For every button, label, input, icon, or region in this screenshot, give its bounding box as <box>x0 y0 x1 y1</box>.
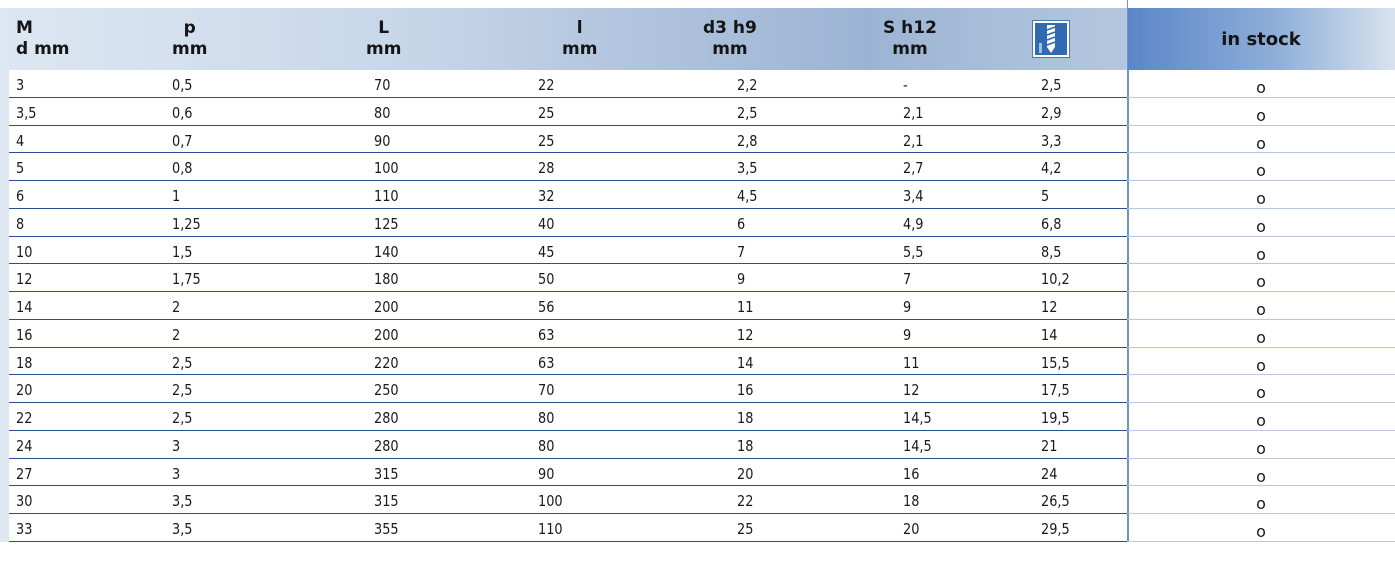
cell-stock: o <box>1256 355 1266 375</box>
row-left-stripe <box>0 237 9 265</box>
cell-drill: 29,5 <box>1041 520 1070 538</box>
cell-p: 3 <box>172 464 181 483</box>
row-left-stripe <box>0 126 9 154</box>
cell-L: 140 <box>374 242 399 261</box>
table-row <box>0 98 1395 126</box>
cell-s: 20 <box>903 520 920 538</box>
cell-stock: o <box>1256 105 1266 125</box>
cell-l: 56 <box>538 298 555 316</box>
cell-l: 22 <box>538 76 555 94</box>
cell-drill: 5 <box>1041 187 1050 205</box>
header-L <box>366 8 401 70</box>
cell-p: 1,5 <box>172 242 193 261</box>
row-left-stripe <box>0 153 9 181</box>
cell-drill: 4,2 <box>1041 159 1062 178</box>
table-header <box>0 8 1395 70</box>
cell-d3: 6 <box>737 214 746 233</box>
cell-m: 18 <box>16 353 33 372</box>
cell-d3: 9 <box>737 270 746 289</box>
cell-stock: o <box>1256 78 1266 97</box>
cell-L: 80 <box>374 103 391 122</box>
header-d3-line2: mm <box>712 39 748 59</box>
cell-l: 28 <box>538 159 555 178</box>
header-s-line2: mm <box>892 39 928 59</box>
cell-m: 5 <box>16 159 25 178</box>
header-l-line2: mm <box>562 39 598 59</box>
cell-s: 2,1 <box>903 131 924 150</box>
cell-s: 3,4 <box>903 187 924 205</box>
cell-drill: 21 <box>1041 436 1058 455</box>
cell-d3: 7 <box>737 242 746 261</box>
cell-m: 8 <box>16 214 25 233</box>
table-row <box>0 431 1395 459</box>
header-m-line1: M <box>16 18 33 38</box>
cell-s: 9 <box>903 298 912 316</box>
cell-d3: 12 <box>737 325 754 344</box>
cell-p: 0,5 <box>172 76 193 94</box>
row-left-stripe <box>0 348 9 376</box>
row-left-stripe <box>0 514 9 542</box>
row-left-stripe <box>0 320 9 348</box>
table-row <box>0 126 1395 154</box>
cell-l: 70 <box>538 381 555 400</box>
header-s <box>883 8 937 70</box>
cell-p: 2 <box>172 298 181 316</box>
cell-s: 14,5 <box>903 409 932 427</box>
cell-d3: 2,2 <box>737 76 758 94</box>
cell-s: 12 <box>903 381 920 400</box>
table-row <box>0 514 1395 542</box>
cell-m: 16 <box>16 325 33 344</box>
header-m <box>16 8 70 70</box>
header-L-line2: mm <box>366 39 402 59</box>
cell-m: 14 <box>16 298 33 316</box>
cell-p: 3,5 <box>172 520 193 538</box>
cell-L: 125 <box>374 214 399 233</box>
cell-stock: o <box>1256 383 1266 403</box>
cell-m: 6 <box>16 187 25 205</box>
table-row <box>0 403 1395 431</box>
table-row <box>0 486 1395 514</box>
cell-stock: o <box>1256 327 1266 347</box>
cell-l: 25 <box>538 131 555 150</box>
cell-stock: o <box>1256 522 1266 541</box>
cell-p: 0,8 <box>172 159 193 178</box>
drill-bit-icon <box>1032 20 1070 58</box>
cell-stock: o <box>1256 244 1266 264</box>
cell-stock: o <box>1256 300 1266 319</box>
row-left-stripe <box>0 70 9 98</box>
cell-L: 200 <box>374 325 399 344</box>
cell-d3: 11 <box>737 298 754 316</box>
cell-drill: 24 <box>1041 464 1058 483</box>
cell-stock: o <box>1256 466 1266 486</box>
cell-stock: o <box>1256 494 1266 514</box>
table-row <box>0 459 1395 487</box>
cell-stock: o <box>1256 411 1266 430</box>
header-p-line2: mm <box>172 39 208 59</box>
table-row <box>0 292 1395 320</box>
row-left-stripe <box>0 292 9 320</box>
cell-s: 11 <box>903 353 920 372</box>
cell-drill: 10,2 <box>1041 270 1070 289</box>
cell-d3: 14 <box>737 353 754 372</box>
table-row <box>0 181 1395 209</box>
cell-stock: o <box>1256 216 1266 236</box>
cell-m: 4 <box>16 131 25 150</box>
cell-p: 2 <box>172 325 181 344</box>
row-left-stripe <box>0 264 9 292</box>
cell-stock: o <box>1256 438 1266 458</box>
cell-l: 63 <box>538 325 555 344</box>
cell-drill: 17,5 <box>1041 381 1070 400</box>
cell-p: 2,5 <box>172 353 193 372</box>
header-m-line2: d mm <box>16 39 70 59</box>
cell-m: 20 <box>16 381 33 400</box>
row-left-stripe <box>0 403 9 431</box>
row-left-stripe <box>0 209 9 237</box>
cell-m: 33 <box>16 520 33 538</box>
cell-d3: 25 <box>737 520 754 538</box>
cell-d3: 2,8 <box>737 131 758 150</box>
cell-d3: 2,5 <box>737 103 758 122</box>
cell-d3: 18 <box>737 436 754 455</box>
header-l-line1: l <box>576 18 583 38</box>
cell-m: 27 <box>16 464 33 483</box>
table-row <box>0 237 1395 265</box>
cell-L: 280 <box>374 409 399 427</box>
cell-L: 200 <box>374 298 399 316</box>
cell-L: 280 <box>374 436 399 455</box>
cell-L: 220 <box>374 353 399 372</box>
table-body <box>0 70 1395 542</box>
row-left-stripe <box>0 459 9 487</box>
header-p <box>172 8 207 70</box>
cell-p: 2,5 <box>172 409 193 427</box>
cell-m: 24 <box>16 436 33 455</box>
cell-drill: 6,8 <box>1041 214 1062 233</box>
cell-drill: 2,5 <box>1041 76 1062 94</box>
cell-L: 315 <box>374 464 399 483</box>
cell-m: 22 <box>16 409 33 427</box>
cell-p: 0,7 <box>172 131 193 150</box>
cell-d3: 16 <box>737 381 754 400</box>
cell-drill: 15,5 <box>1041 353 1070 372</box>
cell-m: 12 <box>16 270 33 289</box>
cell-s: 4,9 <box>903 214 924 233</box>
cell-drill: 8,5 <box>1041 242 1062 261</box>
cell-s: 9 <box>903 325 912 344</box>
table-row <box>0 348 1395 376</box>
cell-s: 16 <box>903 464 920 483</box>
row-left-stripe <box>0 98 9 126</box>
cell-l: 50 <box>538 270 555 289</box>
cell-L: 180 <box>374 270 399 289</box>
table-row <box>0 70 1395 98</box>
header-p-line1: p <box>183 18 196 38</box>
cell-m: 30 <box>16 492 33 511</box>
cell-p: 1 <box>172 187 181 205</box>
row-left-stripe <box>0 181 9 209</box>
cell-s: 2,1 <box>903 103 924 122</box>
cell-l: 45 <box>538 242 555 261</box>
cell-d3: 3,5 <box>737 159 758 178</box>
cell-l: 63 <box>538 353 555 372</box>
cell-L: 90 <box>374 131 391 150</box>
cell-p: 1,75 <box>172 270 201 289</box>
header-s-line1: S h12 <box>883 18 937 38</box>
cell-l: 80 <box>538 436 555 455</box>
cell-p: 0,6 <box>172 103 193 122</box>
header-in-stock: in stock <box>1221 28 1301 50</box>
cell-d3: 22 <box>737 492 754 511</box>
cell-d3: 4,5 <box>737 187 758 205</box>
stock-row-rule <box>1127 541 1395 542</box>
cell-s: - <box>903 76 908 94</box>
cell-m: 3 <box>16 76 25 94</box>
cell-p: 1,25 <box>172 214 201 233</box>
cell-stock: o <box>1256 161 1266 181</box>
cell-s: 2,7 <box>903 159 924 178</box>
cell-s: 7 <box>903 270 912 289</box>
cell-L: 100 <box>374 159 399 178</box>
row-left-stripe <box>0 431 9 459</box>
table-row <box>0 264 1395 292</box>
cell-l: 110 <box>538 520 563 538</box>
table-row <box>0 209 1395 237</box>
cell-l: 90 <box>538 464 555 483</box>
cell-drill: 26,5 <box>1041 492 1070 511</box>
cell-d3: 20 <box>737 464 754 483</box>
cell-s: 5,5 <box>903 242 924 261</box>
cell-stock: o <box>1256 272 1266 292</box>
cell-m: 10 <box>16 242 33 261</box>
cell-l: 32 <box>538 187 555 205</box>
table-row <box>0 153 1395 181</box>
cell-stock: o <box>1256 133 1266 153</box>
cell-s: 18 <box>903 492 920 511</box>
row-left-stripe <box>0 486 9 514</box>
header-d3 <box>703 8 757 70</box>
cell-stock: o <box>1256 189 1266 208</box>
header-d3-line1: d3 h9 <box>703 18 757 38</box>
table-row <box>0 320 1395 348</box>
cell-L: 70 <box>374 76 391 94</box>
row-left-stripe <box>0 375 9 403</box>
cell-drill: 14 <box>1041 325 1058 344</box>
cell-l: 25 <box>538 103 555 122</box>
cell-d3: 18 <box>737 409 754 427</box>
cell-drill: 12 <box>1041 298 1058 316</box>
cell-L: 250 <box>374 381 399 400</box>
table-row <box>0 375 1395 403</box>
cell-L: 355 <box>374 520 399 538</box>
cell-l: 80 <box>538 409 555 427</box>
cell-L: 110 <box>374 187 399 205</box>
cell-m: 3,5 <box>16 103 37 122</box>
row-rule <box>9 541 1127 542</box>
header-l <box>562 8 597 70</box>
cell-L: 315 <box>374 492 399 511</box>
cell-l: 40 <box>538 214 555 233</box>
column-divider-tick <box>1127 0 1128 8</box>
cell-l: 100 <box>538 492 563 511</box>
cell-drill: 2,9 <box>1041 103 1062 122</box>
cell-p: 3,5 <box>172 492 193 511</box>
cell-p: 3 <box>172 436 181 455</box>
cell-drill: 3,3 <box>1041 131 1062 150</box>
cell-drill: 19,5 <box>1041 409 1070 427</box>
cell-s: 14,5 <box>903 436 932 455</box>
cell-p: 2,5 <box>172 381 193 400</box>
header-L-line1: L <box>378 18 390 38</box>
